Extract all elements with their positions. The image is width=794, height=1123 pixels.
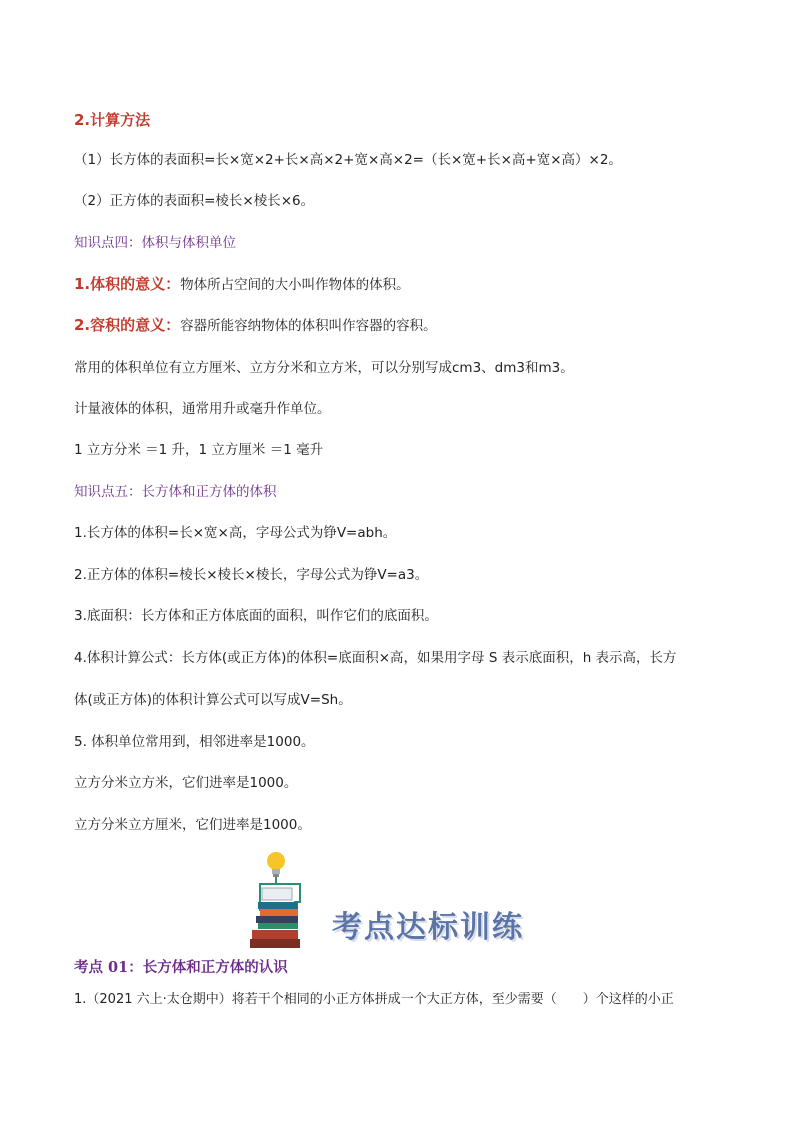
capacity-meaning-text: 容器所能容纳物体的体积叫作容器的容积。 [180, 318, 437, 334]
exam-section-title: 考点 01：长方体和正方体的认识 [74, 959, 288, 976]
section-method-title: 2.计算方法 [74, 111, 151, 129]
kp5-p6: 立方分米立方米，它们进率是1000。 [74, 775, 298, 791]
capacity-meaning-lead: 2.容积的意义： [74, 316, 181, 334]
kp5-p4a: 4.体积计算公式：长方体(或正方体)的体积=底面积×高，如果用字母 S 表示底面积，h 表示高，长方 [74, 650, 677, 666]
books-lightbulb-icon [246, 850, 326, 950]
volume-units: 常用的体积单位有立方厘米、立方分米和立方米，可以分别写成cm3、dm3和m3。 [74, 360, 574, 376]
kp5-p4b: 体(或正方体)的体积计算公式可以写成V=Sh。 [74, 692, 352, 708]
kp5-p7: 立方分米立方厘米，它们进率是1000。 [74, 817, 311, 833]
kp5-p2: 2.正方体的体积=棱长×棱长×棱长，字母公式为铮V=a3。 [74, 567, 429, 583]
volume-meaning-lead: 1.体积的意义： [74, 275, 181, 293]
kp5-p5: 5. 体积单位常用到，相邻进率是1000。 [74, 734, 315, 750]
question-1: 1.（2021 六上·太仓期中）将若干个相同的小正方体拼成一个大正方体，至少需要（ ）个这样的小正 [74, 992, 674, 1007]
unit-conversion: 1 立方分米 ＝1 升，1 立方厘米 ＝1 毫升 [74, 442, 324, 458]
method-item-1: （1）长方体的表面积=长×宽×2+长×高×2+宽×高×2=（长×宽+长×高+宽×高）×2。 [74, 152, 622, 168]
capacity-meaning [74, 315, 437, 336]
practice-banner [246, 850, 576, 950]
volume-meaning-text: 物体所占空间的大小叫作物体的体积。 [180, 277, 410, 293]
kp5-p3: 3.底面积：长方体和正方体底面的面积，叫作它们的底面积。 [74, 608, 438, 624]
kp5-p1: 1.长方体的体积=长×宽×高，字母公式为铮V=abh。 [74, 525, 397, 541]
method-item-2: （2）正方体的表面积=棱长×棱长×6。 [74, 193, 315, 209]
liquid-units: 计量液体的体积，通常用升或毫升作单位。 [74, 401, 331, 417]
volume-meaning [74, 274, 410, 295]
kp5-heading: 知识点五：长方体和正方体的体积 [74, 484, 277, 500]
kp4-heading: 知识点四：体积与体积单位 [74, 235, 236, 251]
banner-title: 考点达标训练 [332, 910, 524, 945]
